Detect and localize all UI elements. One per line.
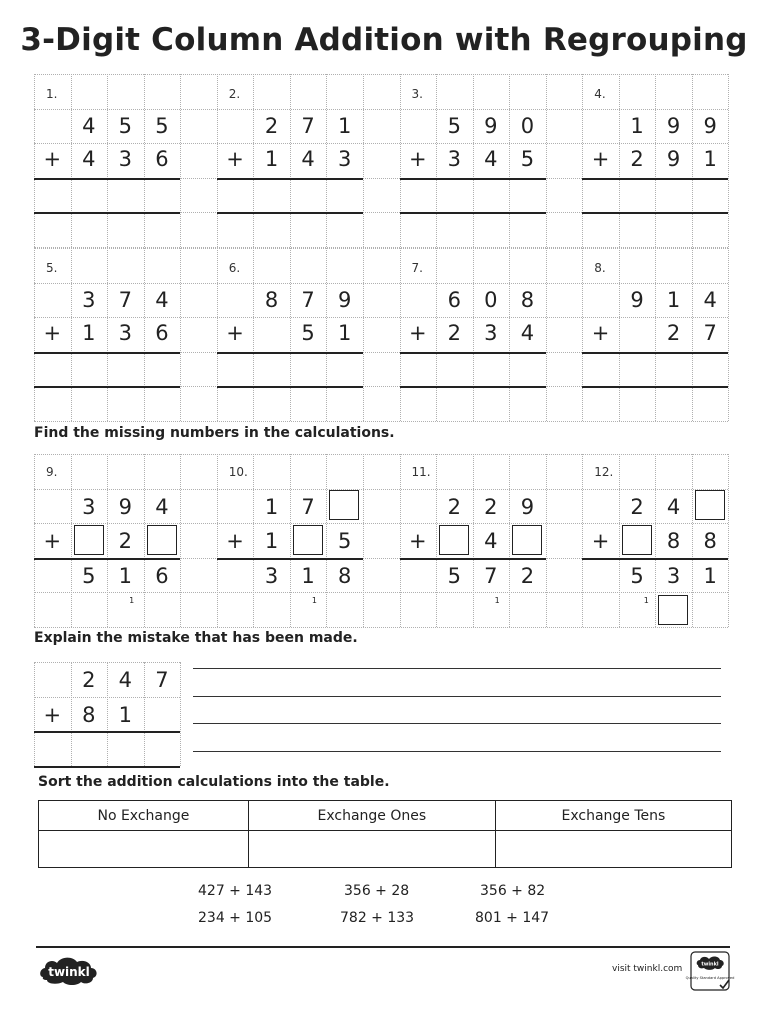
grid-line bbox=[546, 74, 547, 247]
missing-digit-box[interactable] bbox=[512, 525, 542, 555]
digit: 5 bbox=[447, 563, 461, 588]
digit: 2 bbox=[264, 113, 279, 138]
digit: 1 bbox=[118, 702, 133, 727]
sum-line bbox=[582, 558, 728, 560]
digit: 1 bbox=[337, 321, 352, 345]
digit: 0 bbox=[520, 113, 535, 138]
expression: 356 + 28 bbox=[344, 883, 410, 899]
plus-sign: + bbox=[408, 147, 427, 171]
digit: 1 bbox=[264, 529, 279, 553]
missing-digit-box[interactable] bbox=[695, 490, 725, 520]
digit: 1 bbox=[703, 147, 717, 171]
grid-line bbox=[144, 454, 145, 627]
grid-line bbox=[436, 454, 437, 627]
digit: 1 bbox=[337, 113, 352, 138]
grid-line bbox=[34, 662, 180, 663]
digit: 7 bbox=[703, 321, 717, 345]
carry-digit: 1 bbox=[643, 596, 649, 605]
problem-number: 10. bbox=[228, 465, 248, 479]
grid-line bbox=[34, 74, 728, 75]
header-no-exchange: No Exchange bbox=[39, 801, 249, 831]
digit: 2 bbox=[630, 494, 644, 519]
digit: 5 bbox=[520, 147, 535, 171]
sum-line bbox=[34, 731, 180, 733]
grid-line bbox=[34, 523, 728, 524]
expression: 801 + 147 bbox=[475, 910, 550, 926]
logo-text: twinkl bbox=[48, 965, 90, 979]
grid-line bbox=[363, 454, 364, 627]
digit: 9 bbox=[666, 113, 681, 138]
digit: 5 bbox=[301, 321, 315, 345]
grid-line bbox=[728, 248, 729, 421]
answer-field[interactable] bbox=[71, 354, 181, 385]
digit: 1 bbox=[703, 563, 717, 588]
digit: 2 bbox=[82, 668, 96, 692]
digit: 1 bbox=[264, 494, 279, 519]
digit: 9 bbox=[118, 494, 133, 519]
grid-line bbox=[728, 74, 729, 247]
digit: 2 bbox=[118, 529, 133, 553]
digit: 4 bbox=[666, 494, 681, 519]
grid-line bbox=[728, 454, 729, 627]
cell-exchange-ones[interactable] bbox=[248, 831, 495, 868]
digit: 4 bbox=[82, 147, 96, 171]
digit: 4 bbox=[155, 494, 169, 519]
digit: 4 bbox=[155, 287, 169, 312]
digit: 2 bbox=[447, 494, 461, 519]
plus-sign: + bbox=[43, 529, 62, 553]
plus-sign: + bbox=[408, 321, 427, 345]
digit: 8 bbox=[520, 287, 535, 312]
grid-line bbox=[34, 454, 728, 455]
plus-sign: + bbox=[43, 147, 62, 171]
answer-line bbox=[400, 386, 546, 388]
carry-digit: 1 bbox=[311, 596, 317, 605]
grid-line bbox=[180, 248, 181, 421]
grid-line bbox=[363, 74, 364, 247]
problem-number: 1. bbox=[46, 87, 58, 101]
missing-digit-box[interactable] bbox=[147, 525, 177, 555]
digit: 6 bbox=[447, 287, 461, 312]
digit: 8 bbox=[82, 702, 96, 727]
digit: 9 bbox=[337, 287, 352, 312]
digit: 8 bbox=[337, 563, 352, 588]
footer-divider bbox=[36, 946, 730, 948]
digit: 4 bbox=[520, 321, 535, 345]
digit: 6 bbox=[155, 147, 169, 171]
digit: 2 bbox=[666, 321, 681, 345]
answer-line bbox=[582, 386, 728, 388]
header-exchange-ones: Exchange Ones bbox=[248, 801, 495, 831]
grid-line bbox=[619, 454, 620, 627]
answer-line bbox=[34, 212, 180, 214]
answer-line-2[interactable] bbox=[193, 696, 721, 697]
badge-text: Quality Standard Approved bbox=[685, 976, 735, 980]
digit: 5 bbox=[82, 563, 96, 588]
grid-line bbox=[253, 248, 254, 421]
digit: 3 bbox=[666, 563, 681, 588]
digit: 9 bbox=[703, 113, 717, 138]
digit: 8 bbox=[703, 529, 717, 553]
expression: 427 + 143 bbox=[198, 883, 273, 899]
grid-line bbox=[180, 454, 181, 627]
sum-line bbox=[34, 558, 180, 560]
expression: 234 + 105 bbox=[198, 910, 273, 926]
sort-table bbox=[38, 800, 732, 868]
plus-sign: + bbox=[43, 321, 62, 345]
answer-line bbox=[34, 386, 180, 388]
twinkl-logo bbox=[37, 953, 101, 989]
grid-line bbox=[34, 283, 728, 284]
carry-digit: 1 bbox=[129, 596, 135, 605]
visit-link[interactable]: visit twinkl.com bbox=[612, 964, 683, 974]
digit: 6 bbox=[155, 321, 169, 345]
answer-line-1[interactable] bbox=[193, 668, 721, 669]
digit: 1 bbox=[82, 321, 96, 345]
digit: 4 bbox=[484, 147, 498, 171]
problem-number: 7. bbox=[411, 261, 423, 275]
grid-line bbox=[34, 627, 728, 628]
section-heading-mistake: Explain the mistake that has been made. bbox=[34, 630, 358, 646]
missing-digit-box[interactable] bbox=[622, 525, 652, 555]
grid-line bbox=[546, 454, 547, 627]
grid-line bbox=[34, 109, 728, 110]
problem-number: 2. bbox=[228, 87, 241, 101]
cell-exchange-tens[interactable] bbox=[495, 831, 731, 868]
answer-field[interactable] bbox=[253, 354, 363, 385]
plus-sign: + bbox=[591, 529, 610, 553]
answer-field[interactable] bbox=[253, 180, 363, 211]
grid-line bbox=[34, 143, 728, 144]
digit: 0 bbox=[484, 287, 498, 312]
plus-sign: + bbox=[226, 321, 244, 345]
answer-field[interactable] bbox=[436, 180, 546, 211]
digit: 4 bbox=[301, 147, 315, 171]
digit: 9 bbox=[520, 494, 535, 519]
plus-sign: + bbox=[226, 529, 244, 553]
sum-line bbox=[400, 558, 546, 560]
digit: 5 bbox=[630, 563, 644, 588]
expression: 356 + 82 bbox=[480, 883, 546, 899]
cell-no-exchange[interactable] bbox=[39, 831, 249, 868]
answer-line bbox=[582, 212, 728, 214]
digit: 4 bbox=[82, 113, 96, 138]
problem-number: 3. bbox=[411, 87, 423, 101]
digit: 3 bbox=[118, 321, 133, 345]
badge-logo-text: twinkl bbox=[701, 961, 719, 968]
digit: 5 bbox=[118, 113, 133, 138]
grid-line bbox=[180, 74, 181, 247]
plus-sign: + bbox=[408, 529, 427, 553]
digit: 3 bbox=[118, 147, 133, 171]
missing-digit-box[interactable] bbox=[439, 525, 469, 555]
section-heading-sort: Sort the addition calculations into the table. bbox=[38, 774, 390, 790]
digit: 3 bbox=[264, 563, 279, 588]
digit: 9 bbox=[630, 287, 644, 312]
answer-line bbox=[217, 212, 363, 214]
grid-line bbox=[34, 592, 728, 593]
digit: 5 bbox=[337, 529, 352, 553]
grid-line bbox=[71, 454, 72, 627]
grid-line bbox=[509, 454, 510, 627]
digit: 7 bbox=[301, 113, 315, 138]
digit: 6 bbox=[155, 563, 169, 588]
page-title: 3-Digit Column Addition with Regrouping bbox=[20, 22, 748, 58]
digit: 5 bbox=[155, 113, 169, 138]
digit: 4 bbox=[484, 529, 498, 553]
answer-line-4[interactable] bbox=[193, 751, 721, 752]
grid-line bbox=[546, 248, 547, 421]
digit: 7 bbox=[301, 287, 315, 312]
answer-line-3[interactable] bbox=[193, 723, 721, 724]
missing-digit-box[interactable] bbox=[74, 525, 104, 555]
problem-number: 5. bbox=[46, 261, 58, 275]
plus-sign: + bbox=[591, 321, 610, 345]
digit: 3 bbox=[484, 321, 498, 345]
grid-line bbox=[363, 248, 364, 421]
problem-number: 8. bbox=[594, 261, 606, 275]
plus-sign: + bbox=[591, 147, 610, 171]
grid-line bbox=[34, 248, 728, 249]
digit: 9 bbox=[484, 113, 498, 138]
expression: 782 + 133 bbox=[340, 910, 415, 926]
plus-sign: + bbox=[43, 702, 62, 727]
grid-line bbox=[34, 489, 728, 490]
missing-digit-box[interactable] bbox=[329, 490, 359, 520]
problem-number: 12. bbox=[594, 465, 614, 479]
answer-line bbox=[34, 766, 180, 768]
problem-number: 6. bbox=[228, 261, 241, 275]
answer-field[interactable] bbox=[619, 180, 729, 211]
grid-line bbox=[180, 662, 181, 766]
problem-number: 4. bbox=[594, 87, 606, 101]
answer-line bbox=[400, 212, 546, 214]
missing-carry-box[interactable] bbox=[658, 595, 688, 625]
grid-line bbox=[34, 697, 180, 698]
answer-field[interactable] bbox=[71, 180, 181, 211]
digit: 2 bbox=[447, 321, 461, 345]
grid-line bbox=[34, 421, 728, 422]
problem-number: 11. bbox=[411, 465, 431, 479]
digit: 7 bbox=[118, 287, 133, 312]
problem-number: 9. bbox=[46, 465, 58, 479]
digit: 4 bbox=[703, 287, 717, 312]
answer-line bbox=[217, 386, 363, 388]
header-exchange-tens: Exchange Tens bbox=[495, 801, 731, 831]
digit: 1 bbox=[301, 563, 315, 588]
answer-field[interactable] bbox=[436, 354, 546, 385]
digit: 9 bbox=[666, 147, 681, 171]
digit: 3 bbox=[82, 287, 96, 312]
digit: 7 bbox=[155, 668, 169, 692]
missing-digit-box[interactable] bbox=[293, 525, 323, 555]
grid-line bbox=[34, 317, 728, 318]
digit: 7 bbox=[301, 494, 315, 519]
digit: 7 bbox=[484, 563, 498, 588]
digit: 3 bbox=[82, 494, 96, 519]
digit: 2 bbox=[520, 563, 535, 588]
quality-badge bbox=[685, 951, 735, 993]
sum-line bbox=[217, 558, 363, 560]
digit: 1 bbox=[630, 113, 644, 138]
grid-line bbox=[619, 248, 620, 421]
digit: 1 bbox=[264, 147, 279, 171]
digit: 2 bbox=[484, 494, 498, 519]
digit: 1 bbox=[118, 563, 133, 588]
digit: 3 bbox=[447, 147, 461, 171]
digit: 3 bbox=[337, 147, 352, 171]
digit: 2 bbox=[630, 147, 644, 171]
digit: 8 bbox=[666, 529, 681, 553]
grid-line bbox=[290, 454, 291, 627]
answer-field[interactable] bbox=[619, 354, 729, 385]
digit: 8 bbox=[264, 287, 279, 312]
digit: 1 bbox=[666, 287, 681, 312]
digit: 4 bbox=[118, 668, 133, 692]
section-heading-missing: Find the missing numbers in the calculations. bbox=[34, 425, 395, 441]
carry-digit: 1 bbox=[494, 596, 500, 605]
digit: 5 bbox=[447, 113, 461, 138]
plus-sign: + bbox=[226, 147, 244, 171]
